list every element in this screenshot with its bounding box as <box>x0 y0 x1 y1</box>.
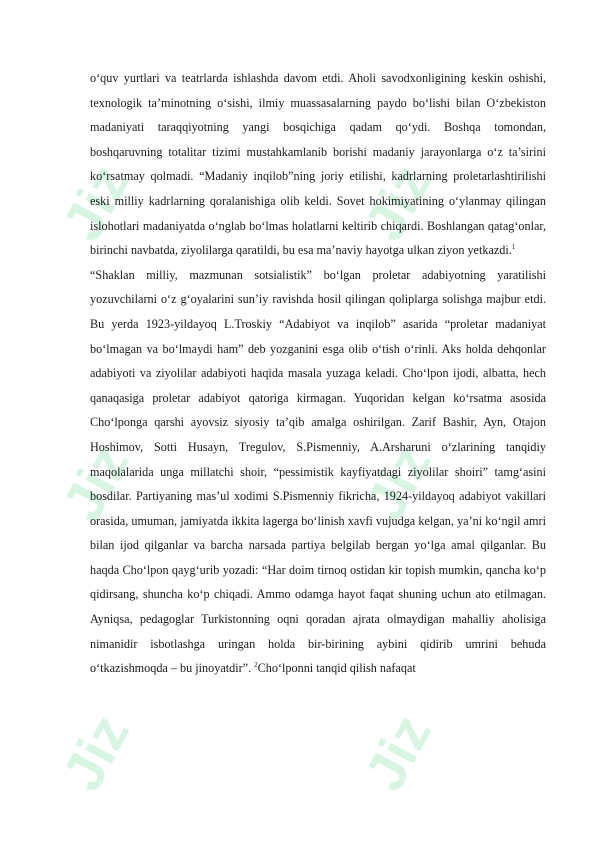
watermark: Jiz <box>352 704 443 801</box>
watermark: Jiz <box>352 434 443 531</box>
paragraph-text: o‘quv yurtlari va teatrlarda ishlashda davom etdi. Aholi savodxonligining keskin oshishi, texnologik ta’minotning o‘sishi, ilmiy muassasalarning paydo bo‘lishi bilan O‘zbekiston madaniyati taraqqiyotning yangi bosqichiga qadam qo‘ydi. Boshqa tomondan, boshqaruvning totalitar tizimi mustahkamlanib borishi madaniy jarayonlarga o‘z ta’sirini ko‘rsatmay qolmadi. “Madaniy inqilob”ning joriy etilishi, kadrlarning proletarlashtirilishi eski milliy kadrlarning qoralanishiga olib keldi. Sovet hokimiyatining o‘ylanmay qilingan islohotlari madaniyatda o‘nglab bo‘lmas holatlarni keltirib chiqardi. Boshlangan qatag‘onlar, birinchi navbatda, ziyolilarga qaratildi, bu esa ma’naviy hayotga ulkan ziyon yetkazdi. <box>90 71 546 258</box>
footnote-marker: 2 <box>254 661 258 670</box>
body-text <box>90 66 546 681</box>
watermark: Jiz <box>50 434 141 531</box>
watermark: Jiz <box>352 154 443 251</box>
paragraph-text: “Shaklan milliy, mazmunan sotsialistik” bo‘lgan proletar adabiyotning yaratilishi yozuvchilarni o‘z g‘oyalarini sun’iy ravishda hosil qilingan qoliplarga solishga majbur etdi. Bu yerda 1923-yildayoq L.Troskiy “Adabiyot va inqilob” asarida “proletar madaniyat bo‘lmagan va bo‘lmaydi ham” deb yozganini esga olib o‘tish o‘rinli. Aks holda dehqonlar adabiyoti va ziyolilar adabiyoti haqida masala yuzaga keladi. Cho‘lpon ijodi, albatta, hech qanaqasiga proletar adabiyot qatoriga kirmagan. Yuqoridan kelgan ko‘rsatma asosida Cho‘lponga qarshi ayovsiz siyosiy ta’qib amalga oshirilgan. Zarif Bashir, Ayn, Otajon Hoshimov, Sotti Husayn, Tregulov, S.Pismenniy, A.Arsharuni o‘zlarining tanqidiy maqolalarida unga millatchi shoir, “pessimistik kayfiyatdagi ziyolilar shoiri” tamg‘asini bosdilar. Partiyaning mas’ul xodimi S.Pismenniy fikricha, 1924-yildayoq adabiyot vakillari orasida, umuman, jamiyatda ikkita lagerga bo‘linish xavfi vujudga kelgan, ya’ni ko‘ngil amri bilan ijod qilganlar va barcha narsada partiya belgilab bergan yo‘lga amal qilganlar. Bu haqda Cho‘lpon qayg‘urib yozadi: “Har doim tirnoq ostidan kir topish mumkin, qancha ko‘p qidirsang, shuncha ko‘p chiqadi. Ammo odamga hayot faqat shuning uchun ato etilmagan. Ayniqsa, pedagoglar Turkistonning oqni qoradan ajrata olmaydigan mahalliy aholisiga nimanidir isbotlashga uringan holda bir-birining aybini qidirib umrini behuda o‘tkazishmoqda – bu jinoyatdir”. <box>90 267 546 676</box>
watermark: Jiz <box>50 704 141 801</box>
watermark: Jiz <box>50 154 141 251</box>
footnote-marker: 1 <box>511 243 516 252</box>
paragraph-text: Cho‘lponni tanqid qilish nafaqat <box>257 661 416 676</box>
paragraph <box>90 66 546 263</box>
paragraph <box>90 263 546 681</box>
